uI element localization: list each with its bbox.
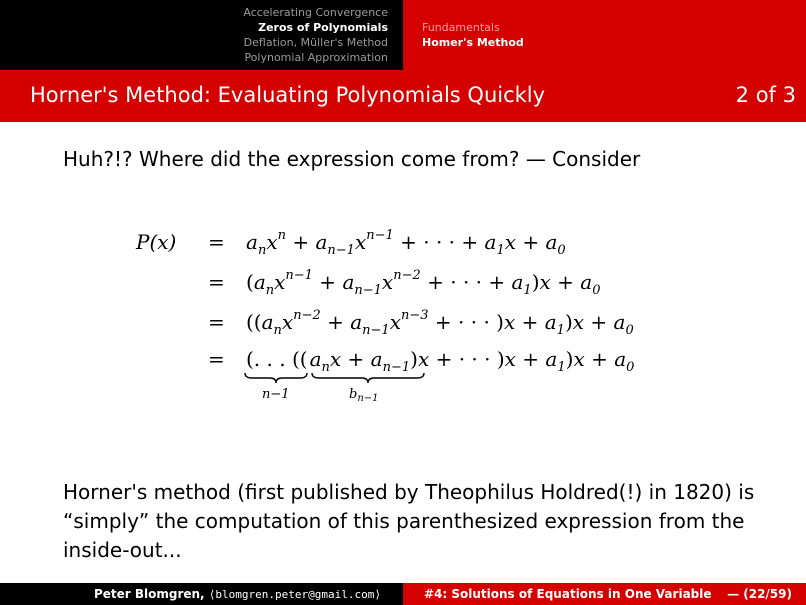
- footer-lecture-title: #4: Solutions of Equations in One Variable: [424, 587, 712, 601]
- section-link-polynomial-approximation[interactable]: Polynomial Approximation: [244, 51, 388, 64]
- underbrace-outer: [244, 372, 308, 384]
- closing-paragraph: Horner's method (first published by Theophilus Holdred(!) in 1820) is “simply” the computation of this parenthesized expression from the inside-out...: [63, 480, 755, 562]
- intro-text: Huh?!? Where did the expression come from? — Consider: [63, 147, 641, 171]
- equals-sign: =: [208, 270, 225, 294]
- horner-derivation: [0, 225, 806, 415]
- subsection-link-horners-method[interactable]: Homer's Method: [422, 36, 524, 49]
- footer-right-panel: [403, 583, 806, 605]
- equation-line-2: ($a_nx^{n-1} + a_{n-1}x^{n-2}$ + · · · + $a_1)x + a_0$: [246, 268, 601, 298]
- footer-bar: [0, 583, 806, 605]
- header-navigation: [0, 0, 806, 70]
- equation-line-3: (($a_nx^{n-2} + a_{n-1}x^{n-3}$ + · · · )$x + a_1)x + a_0$: [246, 308, 634, 338]
- footer-slide-counter: — (22/59): [727, 587, 792, 601]
- author-email: ⟨blomgren.peter@gmail.com⟩: [208, 588, 381, 601]
- frame-title: Horner's Method: Evaluating Polynomials Quickly: [30, 83, 546, 107]
- underbrace-label-b: [349, 387, 379, 404]
- equation-line-4: (. . . (( $a_nx + a_{n-1})x$ + · · · )$x + a_1)x + a_0$: [246, 347, 635, 375]
- equals-sign: =: [208, 230, 225, 254]
- equation-line-1: $a_nx^n + a_{n-1}x^{n-1}$ + · · · + $a_1x + a_0$: [246, 228, 566, 258]
- underbrace-label-depth: n−1: [262, 387, 290, 402]
- footer-author: [94, 587, 381, 601]
- frame-title-bar: [0, 70, 806, 122]
- subsection-link-fundamentals[interactable]: Fundamentals: [422, 21, 500, 34]
- equals-sign: =: [208, 347, 225, 371]
- underbrace-label-b-base: b: [349, 387, 358, 402]
- subsection-panel: [403, 0, 806, 70]
- author-name: Peter Blomgren,: [93, 587, 205, 601]
- section-link-zeros-of-polynomials[interactable]: Zeros of Polynomials: [258, 21, 388, 34]
- section-link-accelerating-convergence[interactable]: Accelerating Convergence: [243, 6, 388, 19]
- section-list: [243, 5, 388, 65]
- frame-page-indicator: 2 of 3: [735, 83, 796, 107]
- equation-lhs: P(x): [136, 230, 177, 254]
- equals-sign: =: [208, 310, 225, 334]
- subsection-list: [422, 20, 524, 50]
- underbrace-label-b-sub: n−1: [357, 393, 379, 404]
- section-link-deflation-muller[interactable]: Deflation, Müller's Method: [243, 36, 388, 49]
- underbrace-inner: [311, 372, 425, 384]
